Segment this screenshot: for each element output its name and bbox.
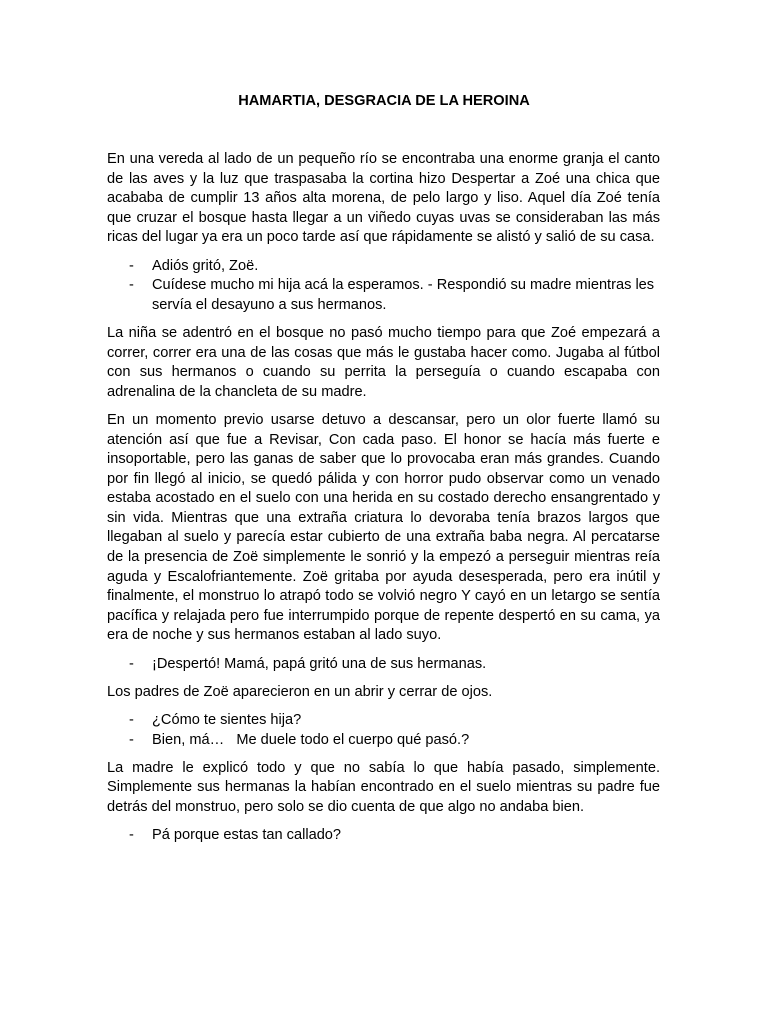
dialogue-line xyxy=(107,826,660,846)
dialogue-list xyxy=(107,711,660,750)
dash-bullet: - xyxy=(129,277,134,294)
dialogue-text: ¡Despertó! Mamá, papá gritó una de sus hermanas. xyxy=(152,655,487,672)
dialogue-line xyxy=(107,655,660,675)
dash-bullet: - xyxy=(129,712,134,728)
dash-bullet: - xyxy=(129,731,134,748)
dash-bullet: - xyxy=(129,257,134,274)
paragraph: Los padres de Zoë aparecieron en un abrir y cerrar de ojos. xyxy=(107,683,493,700)
dialogue-text: Pá porque estas tan callado? xyxy=(152,827,342,844)
paragraph: En un momento previo usarse detuvo a descansar, pero un olor fuerte llamó su atención así que fue a Revisar, Con cada paso. El honor se hacía más fuerte e insoportable, pero las ganas de saber que lo provocaba eran más grandes. Cuando por fin llegó al inicio, se quedó pálida y con horror pudo observar como un venado estaba acostado en el suelo con una herida en su costado derecho ensangrentado y sin vida. Mientras que una extraña criatura lo devoraba tenía brazos largos que llegaban al suelo y parecía estar cubierto de una extraña baba negra. Al percatarse de la presencia de Zoë simplemente le sonrió y la empezó a perseguir mientras reía aguda y Escalofriantemente. Zoë gritaba por ayuda desesperada, pero era inútil y finalmente, el monstruo lo atrapó todo se volvió negro Y cayó en un letargo se sentía pacífica y relajada pero fue interrumpido porque de repente despertó en su cama, ya era de noche y sus hermanos estaban al lado suyo. xyxy=(107,411,660,644)
paragraph: La niña se adentró en el bosque no pasó mucho tiempo para que Zoé empezará a correr, correr era una de las cosas que más le gustaba hacer como. Jugaba al fútbol con sus hermanos o cuando su perrita la perseguía o cuando escapaba con adrenalina de la chancleta de su madre. xyxy=(107,324,660,400)
paragraph: La madre le explicó todo y que no sabía lo que había pasado, simplemente. Simplemente sus hermanas la habían encontrado en el suelo mientras su padre fue detrás del monstruo, pero solo se dio cuenta de que algo no andaba bien. xyxy=(107,759,660,815)
dialogue-list xyxy=(107,826,660,846)
dialogue-text: Cuídese mucho mi hija acá la esperamos. - Respondió su madre mientras les servía el desayuno a sus hermanos. xyxy=(152,277,659,313)
dialogue-list xyxy=(107,257,660,316)
dialogue-text: Bien, má… Me duele todo el cuerpo qué pasó.? xyxy=(152,731,470,748)
paragraph: En una vereda al lado de un pequeño río se encontraba una enorme granja el canto de las aves y la luz que traspasaba la cortina hizo Despertar a Zoé una chica que acababa de cumplir 13 años alta morena, de pelo largo y liso. Aquel día Zoé tenía que cruzar el bosque hasta llegar a un viñedo cuyas uvas se consideraban las más ricas del lugar ya era un poco tarde así que rápidamente se alistó y salió de su casa. xyxy=(107,151,660,246)
document-body xyxy=(107,150,660,854)
dash-bullet: - xyxy=(129,827,134,844)
dialogue-list xyxy=(107,655,660,675)
dash-bullet: - xyxy=(129,655,134,672)
dialogue-text: Adiós gritó, Zoë. xyxy=(152,257,259,274)
dialogue-line xyxy=(107,276,660,315)
dialogue-line xyxy=(107,257,660,277)
dialogue-text: ¿Cómo te sientes hija? xyxy=(152,712,302,728)
document-title: HAMARTIA, DESGRACIA DE LA HEROINA xyxy=(238,93,530,109)
dialogue-line xyxy=(107,711,660,731)
dialogue-line xyxy=(107,731,660,751)
